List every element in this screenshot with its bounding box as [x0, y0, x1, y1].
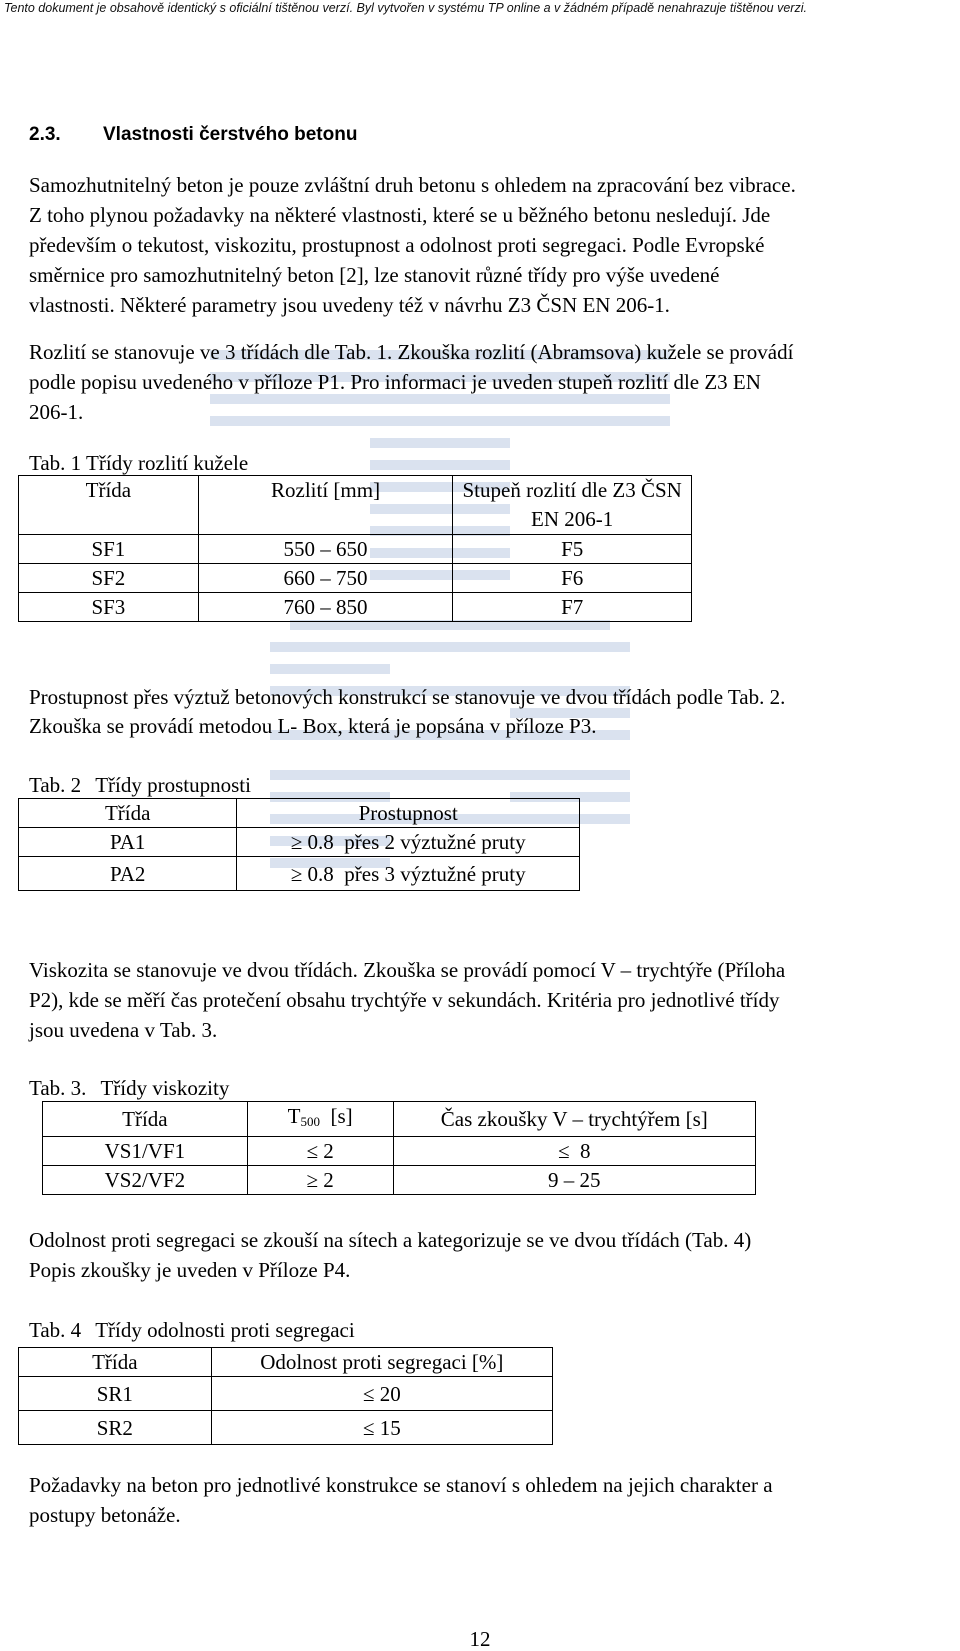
- page-number: 12: [469, 1627, 491, 1651]
- caption-title: Třídy viskozity: [100, 1076, 230, 1100]
- table-row: [19, 857, 580, 891]
- table-row: [19, 593, 692, 622]
- table-cell: 760 – 850: [198, 593, 453, 622]
- paragraph-line: Rozlití se stanovuje ve 3 třídách dle Tab. 1. Zkouška rozlití (Abramsova) kužele se provádí: [29, 340, 794, 364]
- column-header: Rozlití [mm]: [198, 476, 453, 535]
- column-header: Čas zkoušky V – trychtýřem [s]: [393, 1102, 755, 1137]
- paragraph-flow: [29, 337, 793, 427]
- document-notice-header: Tento dokument je obsahově identický s oficiální tištěnou verzí. Byl vytvořen v systému TP online a v žádném případě nenahrazuje tištěnou verzi.: [4, 1, 807, 15]
- paragraph-viscosity: [29, 955, 785, 1045]
- caption-label: Tab. 2: [29, 773, 82, 797]
- caption-label: Tab. 4: [29, 1318, 82, 1342]
- table-row: [19, 535, 692, 564]
- table-cell: F6: [453, 564, 692, 593]
- caption-title: Třídy odolnosti proti segregaci: [95, 1318, 355, 1342]
- section-number: 2.3.: [29, 124, 61, 145]
- table-cell: SR1: [19, 1377, 212, 1411]
- caption-title: Třídy prostupnosti: [95, 773, 251, 797]
- table1-caption: Tab. 1 Třídy rozlití kužele: [29, 451, 249, 475]
- table-row: [19, 1411, 553, 1445]
- table-row: [19, 1377, 553, 1411]
- column-header-t500: $T_{500}$ [s]: [247, 1102, 393, 1137]
- column-header: Třída: [19, 476, 199, 535]
- paragraph-line: Z toho plynou požadavky na některé vlastnosti, které se u běžného betonu nesledují. Jde: [29, 203, 771, 227]
- table-cell: PA1: [19, 828, 237, 857]
- paragraph-line: Samozhutnitelný beton je pouze zvláštní druh betonu s ohledem na zpracování bez vibrace.: [29, 173, 796, 197]
- paragraph-line: směrnice pro samozhutnitelný beton [2], lze stanovit různé třídy pro výše uvedené: [29, 263, 720, 287]
- table-cell: ≤ 15: [211, 1411, 552, 1445]
- table-cell: SR2: [19, 1411, 212, 1445]
- column-header: Třída: [19, 799, 237, 828]
- table-row: [43, 1137, 756, 1166]
- table-cell: ≥ 0.8 přes 2 výztužné pruty: [237, 828, 580, 857]
- paragraph-segregation: [29, 1225, 751, 1285]
- paragraph-line: Prostupnost přes výztuž betonových konstrukcí se stanovuje ve dvou třídách podle Tab. 2.: [29, 685, 786, 709]
- table-cell: PA2: [19, 857, 237, 891]
- table-cell: 660 – 750: [198, 564, 453, 593]
- table-header-row: [19, 1348, 553, 1377]
- table-segregation-resistance-classes: [18, 1347, 553, 1445]
- table-cell: VS2/VF2: [43, 1166, 248, 1195]
- table-cell: F7: [453, 593, 692, 622]
- paragraph-line: Požadavky na beton pro jednotlivé konstrukce se stanoví s ohledem na jejich charakter a: [29, 1473, 773, 1497]
- table-cell: VS1/VF1: [43, 1137, 248, 1166]
- table-passing-ability-classes: [18, 798, 580, 891]
- table-row: [19, 564, 692, 593]
- paragraph-line: postupy betonáže.: [29, 1503, 181, 1527]
- table-cell: ≥ 0.8 přes 3 výztužné pruty: [237, 857, 580, 891]
- paragraph-line: Viskozita se stanovuje ve dvou třídách. Zkouška se provádí pomocí V – trychtýře (Příloha: [29, 958, 786, 982]
- paragraph-line: P2), kde se měří čas protečení obsahu trychtýře v sekundách. Kritéria pro jednotlivé třídy: [29, 988, 780, 1012]
- paragraph-line: především o tekutost, viskozitu, prostupnost a odolnost proti segregaci. Podle Evropské: [29, 233, 765, 257]
- section-title: Vlastnosti čerstvého betonu: [103, 124, 358, 145]
- table-cell: SF2: [19, 564, 199, 593]
- paragraph-line: jsou uvedena v Tab. 3.: [29, 1018, 218, 1042]
- table-cell: SF1: [19, 535, 199, 564]
- table-row: [19, 828, 580, 857]
- paragraph-passing-ability: [29, 683, 785, 740]
- table-cell: 9 – 25: [393, 1166, 755, 1195]
- paragraph-requirements: [29, 1470, 773, 1530]
- column-header: Prostupnost: [237, 799, 580, 828]
- table3-caption: [29, 1074, 229, 1102]
- paragraph-line: vlastnosti. Některé parametry jsou uvedeny též v návrhu Z3 ČSN EN 206-1.: [29, 293, 670, 317]
- section-heading: [29, 123, 357, 147]
- table-cell: ≤ 8: [393, 1137, 755, 1166]
- column-header: Třída: [19, 1348, 212, 1377]
- table-slump-flow-classes: [18, 475, 692, 622]
- table-row: [43, 1166, 756, 1195]
- paragraph-line: Odolnost proti segregaci se zkouší na sítech a kategorizuje se ve dvou třídách (Tab. 4): [29, 1228, 752, 1252]
- column-header: Stupeň rozlití dle Z3 ČSN EN 206-1: [453, 476, 692, 535]
- table-header-row: [19, 799, 580, 828]
- caption-label: Tab. 3.: [29, 1076, 87, 1100]
- paragraph-intro: [29, 170, 796, 320]
- table-cell: ≤ 2: [247, 1137, 393, 1166]
- table-cell: SF3: [19, 593, 199, 622]
- column-header: Třída: [43, 1102, 248, 1137]
- table-cell: ≤ 20: [211, 1377, 552, 1411]
- column-header: Odolnost proti segregaci [%]: [211, 1348, 552, 1377]
- table-cell: F5: [453, 535, 692, 564]
- paragraph-line: 206-1.: [29, 400, 84, 424]
- table-viscosity-classes: [42, 1101, 756, 1195]
- paragraph-line: podle popisu uvedeného v příloze P1. Pro informaci je uveden stupeň rozlití dle Z3 EN: [29, 370, 761, 394]
- table-cell: ≥ 2: [247, 1166, 393, 1195]
- paragraph-line: Zkouška se provádí metodou L- Box, která je popsána v příloze P3.: [29, 713, 597, 738]
- table-header-row: [43, 1102, 756, 1137]
- paragraph-line: Popis zkoušky je uveden v Příloze P4.: [29, 1258, 351, 1282]
- table-cell: 550 – 650: [198, 535, 453, 564]
- table-header-row: [19, 476, 692, 535]
- table2-caption: [29, 771, 251, 799]
- table4-caption: [29, 1316, 355, 1344]
